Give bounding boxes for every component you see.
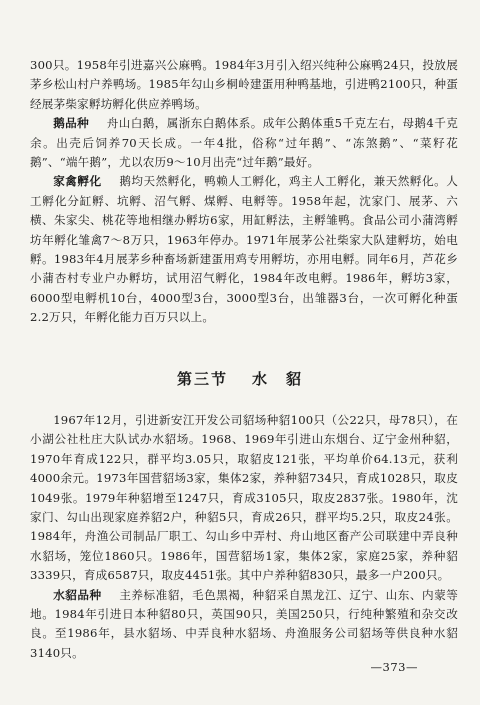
section-title xyxy=(0,368,480,389)
page-number: —373— xyxy=(370,660,418,674)
mink-breed-term: 水貂品种 xyxy=(53,587,102,602)
mink-breed-text: 主养标准貂，毛色黑褐，种貂采自黑龙江、辽宁、山东、内蒙等地。1984年引进日本种貂80只，英国90只，美国250只，行纯种繁殖和杂交改良。至1986年，县水貂场、中弄良种水貂场、舟渔服务公司貂场等供良种水貂3140只。 xyxy=(30,587,458,660)
goose-term: 鹅品种 xyxy=(53,116,90,131)
section-heading: 水 貂 xyxy=(252,370,304,388)
hatching-term: 家禽孵化 xyxy=(53,174,102,189)
mink-breed-paragraph xyxy=(30,586,458,664)
lower-text-block xyxy=(30,411,458,663)
hatching-text: 鹅均天然孵化，鸭赖人工孵化，鸡主人工孵化，兼天然孵化。人工孵化分缸孵、坑孵、沼气孵、煤孵、电孵等。1958年起，沈家门、展茅、六横、朱家尖、桃花等地相继办孵坊6家，用缸孵法，主孵雏鸭。食品公司小蒲湾孵坊年孵化雏禽7～8万只，1963年停办。1971年展茅公社柴家大队建孵坊，始电孵。1983年4月展茅乡种畜场新建蛋用鸡专用孵坊，亦用电孵。同年6月，芦花乡小蒲杏村专业户办孵坊，试用沼气孵化，1984年改电孵。1986年，孵坊3家，6000型电孵机10台，4000型3台，3000型3台，出雏器3台，一次可孵化种蛋2.2万只，年孵化能力百万只以上。 xyxy=(30,174,458,325)
duck-paragraph: 300只。1958年引进嘉兴公麻鸭。1984年3月引入绍兴纯种公麻鸭24只，投放展茅乡松山村户养鸭场。1985年勾山乡桐岭建蛋用种鸭基地，引进鸭2100只，种蛋经展茅柴家孵坊孵化供应养鸭场。 xyxy=(30,58,458,111)
section-number: 第三节 xyxy=(176,370,228,388)
goose-paragraph xyxy=(30,114,458,172)
mink-intro-paragraph: 1967年12月，引进新安江开发公司貂场种貂100只（公22只，母78只），在小湖公社杜庄大队试办水貂场。1968、1969年引进山东烟台、辽宁金州种貂，1970年育成122只，群平均3.05只，取貂皮121张，平均单价64.13元，获利4000余元。1973年国营貂场3家，集体2家，养种貂734只，育成1028只，取皮1049张。1979年种貂增至1247只，育成3105只，取皮2837张。1980年，沈家门、勾山出现家庭养貂2户，种貂5只，育成26只，群平均5.2只，取皮24张。1984年，舟渔公司制品厂职工、勾山乡中弄村、舟山地区畜产公司联建中弄良种水貂场，笼位1860只。1986年，国营貂场1家，集体2家，家庭25家，养种貂3339只，育成6587只，取皮4451张。其中户养种貂830只，最多一户200只。 xyxy=(30,413,458,583)
upper-text-block xyxy=(30,56,458,328)
goose-text: 舟山白鹅，属浙东白鹅体系。成年公鹅体重5千克左右，母鹅4千克余。出壳后饲养70天长成。一年4批，俗称“过年鹅”、“冻煞鹅”、“菜籽花鹅”、“端午鹅”，尤以农历9～10月出壳“过年鹅”最好。 xyxy=(30,116,458,170)
hatching-paragraph xyxy=(30,172,458,327)
